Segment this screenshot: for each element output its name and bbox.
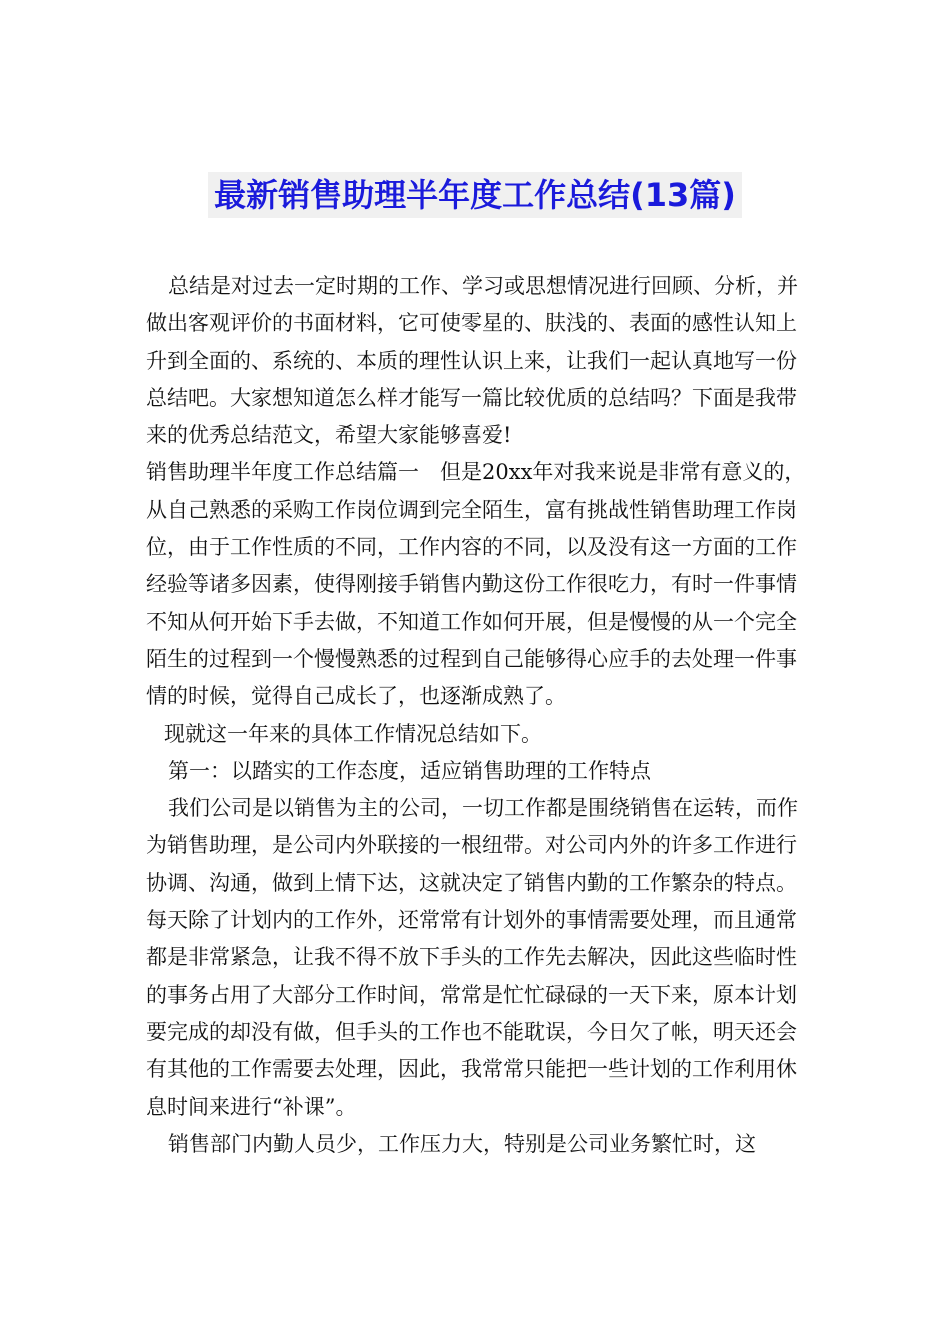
summary-lead-paragraph: 现就这一年来的具体工作情况总结如下。 — [164, 721, 542, 746]
title-container — [0, 172, 950, 218]
section-one-paragraph: 销售助理半年度工作总结篇一 但是20xx年对我来说是非常有意义的，从自己熟悉的采购工作岗位调到完全陌生，富有挑战性销售助理工作岗位，由于工作性质的不同，工作内容的不同，以及没有这一方面的工作经验等诸多因素，使得刚接手销售内勤这份工作很吃力，有时一件事情不知从何开始下手去做，不知道工作如何开展，但是慢慢的从一个完全陌生的过程到一个慢慢熟悉的过程到自己能够得心应手的去处理一件事情的时候，觉得自己成长了，也逐渐成熟了。 — [146, 460, 806, 709]
subheading-paragraph: 第一：以踏实的工作态度，适应销售助理的工作特点 — [168, 758, 651, 783]
document-title: 最新销售助理半年度工作总结(13篇) — [208, 172, 742, 218]
document-body — [146, 268, 810, 1163]
body-paragraph: 我们公司是以销售为主的公司，一切工作都是围绕销售在运转，而作为销售助理，是公司内外联接的一根纽带。对公司内外的许多工作进行协调、沟通，做到上情下达，这就决定了销售内勤的工作繁杂的特点。每天除了计划内的工作外，还常常有计划外的事情需要处理，而且通常都是非常紧急，让我不得不放下手头的工作先去解决，因此这些临时性的事务占用了大部分工作时间，常常是忙忙碌碌的一天下来，原本计划要完成的却没有做，但手头的工作也不能耽误，今日欠了帐，明天还会有其他的工作需要去处理，因此，我常常只能把一些计划的工作利用休息时间来进行“补课”。 — [146, 796, 798, 1119]
intro-paragraph: 总结是对过去一定时期的工作、学习或思想情况进行回顾、分析，并做出客观评价的书面材料，它可使零星的、肤浅的、表面的感性认知上升到全面的、系统的、本质的理性认识上来，让我们一起认真地写一份总结吧。大家想知道怎么样才能写一篇比较优质的总结吗？下面是我带来的优秀总结范文，希望大家能够喜爱! — [146, 274, 798, 448]
body-paragraph-continued: 销售部门内勤人员少，工作压力大，特别是公司业务繁忙时，这 — [168, 1131, 756, 1156]
